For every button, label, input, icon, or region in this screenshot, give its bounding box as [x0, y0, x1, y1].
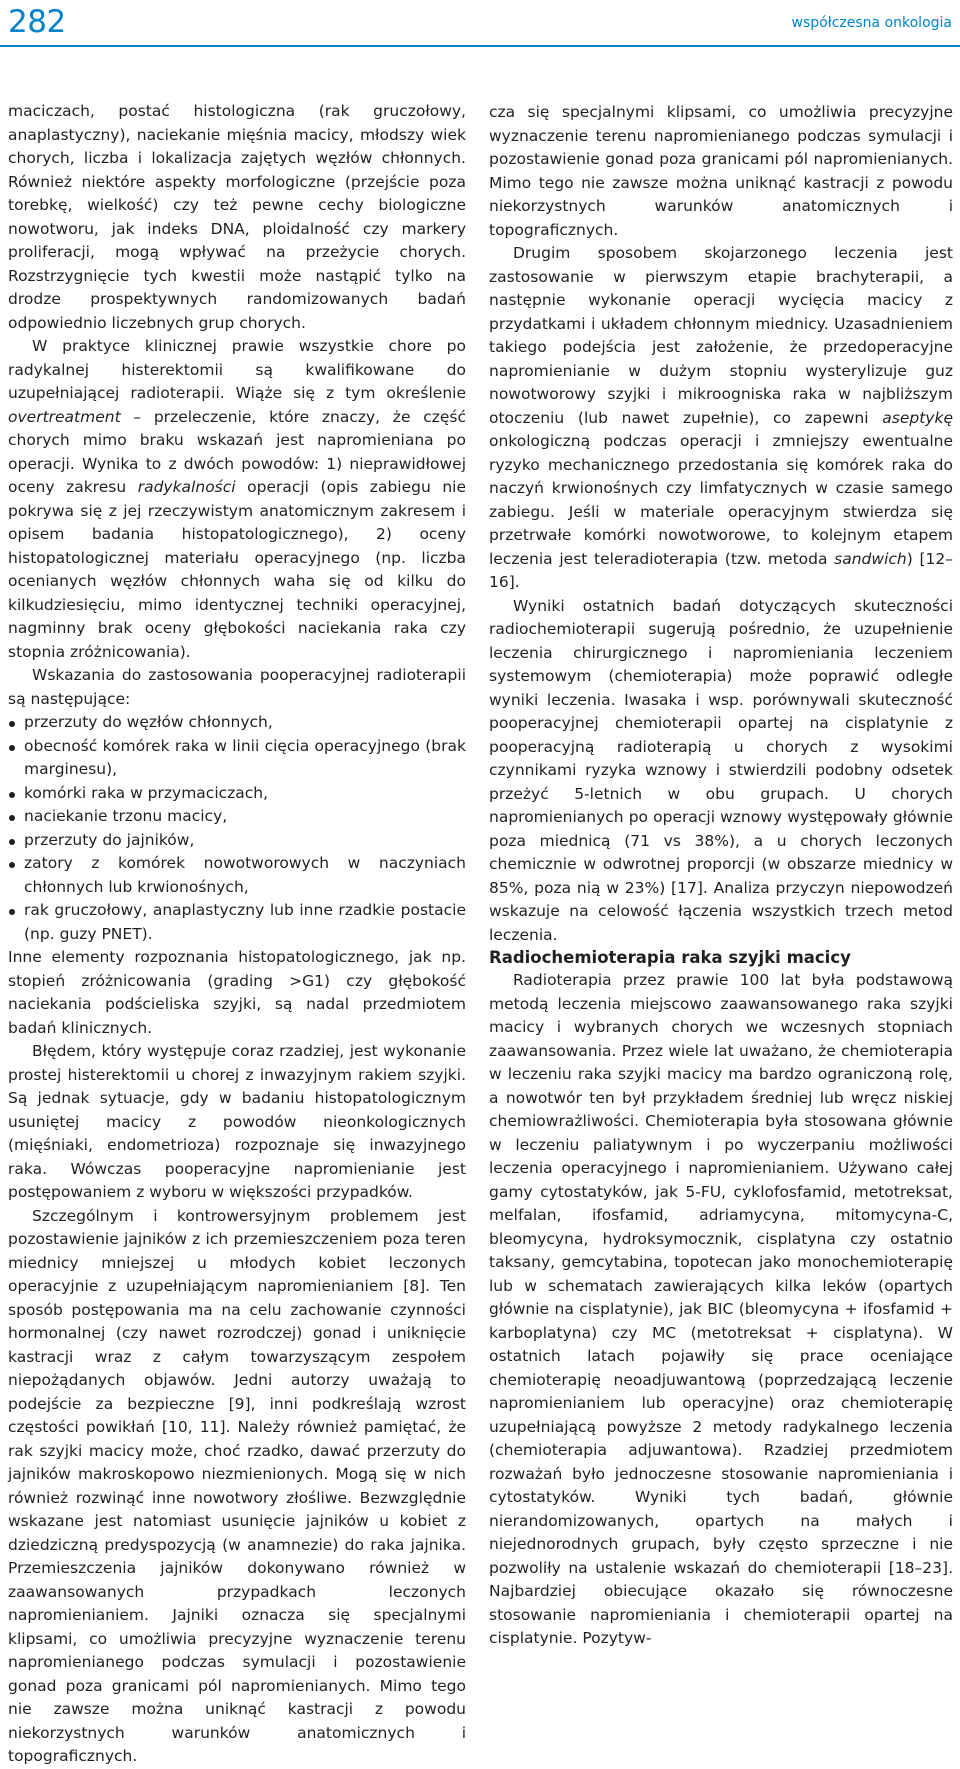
italic-term: sandwich	[834, 549, 907, 568]
paragraph-text: ) [12–16].	[489, 549, 953, 591]
paragraph-text: Drugim sposobem skojarzonego leczenia jest zastosowanie w pierwszym etapie brachyterapii, a następnie wykonanie operacji wycięcia macicy z przydatkami i układem chłonnym miednicy. Uzasadnieniem takiego podejścia jest założenie, że przedoperacyjne napromienianie w dużym stopniu wysterylizuje guz nowotworowy szyjki i mikroogniska raka w najbliższym otoczeniu (lub nawet zupełnie), co zapewni	[489, 244, 953, 427]
italic-term: overtreatment	[8, 407, 121, 426]
paragraph: Radioterapia przez prawie 100 lat była podstawową metodą leczenia miejscowo zaawansowanego raka szyjki macicy i wybranych chorych we wczesnych stopniach zaawansowania. Przez wiele lat uważano, że chemioterapia w leczeniu raka szyjki macicy ma bardzo ograniczoną rolę, a nowotwór ten był przykładem średniej lub wręcz niskiej chemiowrażliwości. Chemioterapia była stosowana głównie w leczeniu paliatywnym i po wyczerpaniu możliwości leczenia operacyjnego i napromienianiem. Używano całej gamy cytostatyków, jak 5-FU, cyklofosfamid, metotreksat, melfalan, ifosfamid, adriamycyna, mitomycyna-C, bleomycyna, hydroksymocznik, cisplatyna czy ostatnio taksany, gemcytabina, topotecan jako monochemioterapię lub w schematach zawierających kilka leków (opartych głównie na cisplatynie), jak BIC (bleomycyna + ifosfamid + karboplatyna) czy MC (metotreksat + cisplatyna). W ostatnich latach pojawiły się prace oceniające chemioterapię neoadjuwantową (poprzedzającą leczenie napromienianiem lub operacyjne) oraz chemioterapię uzupełniającą powyższe 2 metody radykalnego leczenia (chemioterapia adjuwantowa). Rzadziej przedmiotem rozważań było jednoczesne stosowanie napromieniania i cytostatyków. Wyniki tych badań, głównie nierandomizowanych, opartych na małych i niejednorodnych grupach, były często sprzeczne i nie pozwoliły na ustalenie wskazań do chemioterapii [18–23]. Najbardziej obiecujące okazało się równoczesne stosowanie napromieniania i chemioterapii opartej na cisplatynie. Pozytyw-	[489, 971, 953, 1647]
page-header	[0, 0, 960, 46]
paragraph: Szczególnym i kontrowersyjnym problemem jest pozostawienie jajników z ich przemieszczeniem poza teren miednicy mniejszej u młodych kobiet leczonych operacyjnie z uzupełniającym napromienianiem [8]. Ten sposób postępowania ma na celu zachowanie czynności hormonalnej (czy nawet rozrodczej) gonad i uniknięcie kastracji wraz z całym towarzyszącym zespołem niepożądanych objawów. Jedni autorzy uważają to podejście za bezpieczne [9], inni podkreślają wzrost częstości powikłań [10, 11]. Należy również pamiętać, że rak szyjki macicy może, choć rzadko, dawać przerzuty do jajników makroskopowo niezmienionych. Mogą się w nich również rozwinąć inne nowotwory złośliwe. Bezwzględnie wskazane jest natomiast usunięcie jajników u kobiet z dziedziczną predyspozycją (w anamnezie) do raka jajnika. Przemieszczenia jajników dokonywano również w zaawansowanych przypadkach leczonych napromienianiem. Jajniki oznacza się specjalnymi klipsami, co umożliwia precyzyjne wyznaczenie terenu napromienianego podczas symulacji i pozostawienie gonad poza granicami pól napromienianych. Mimo tego nie zawsze można uniknąć kastracji z powodu niekorzystnych warunków anatomicznych i topograficznych.	[8, 1206, 466, 1765]
paragraph: Błędem, który występuje coraz rzadziej, jest wykonanie prostej histerektomii u chorej z inwazyjnym rakiem szyjki. Są jednak sytuacje, gdy w badaniu histopatologicznym usuniętej macicy z powodów nieonkologicznych (mięśniaki, endometrioza) rozpoznaje się inwazyjnego raka. Wówczas pooperacyjne napromienianie jest postępowaniem z wyboru w większości przypadków.	[8, 1042, 466, 1201]
paragraph	[8, 335, 466, 664]
journal-name-part1: współczesna	[791, 15, 881, 31]
italic-term: radykalności	[137, 478, 236, 496]
list-item: zatory z komórek nowotworowych w naczyniach chłonnych lub krwionośnych,	[8, 852, 466, 899]
paragraph-text: operacji (opis zabiegu nie pokrywa się z jej rzeczywistym anatomicznym zakresem i opisem badania histopatologicznego), 2) oceny histopatologicznej materiału operacyjnego (np. liczba ocenianych węzłów chłonnych waha się od kilku do kilkudziesięciu, mimo identycznej techniki operacyjnej, nagminny brak oceny głębokości naciekania raka czy stopnia zróżnicowania).	[8, 478, 466, 661]
right-column	[489, 101, 953, 1647]
list-item: obecność komórek raka w linii cięcia operacyjnego (brak marginesu),	[8, 735, 466, 782]
paragraph: maciczach, postać histologiczna (rak gruczołowy, anaplastyczny), naciekanie mięśnia macicy, młodszy wiek chorych, liczba i lokalizacja zajętych węzłów chłonnych. Również niektóre aspekty morfologiczne (przejście poza torebkę, wielkość) czy też pewne cechy biologiczne nowotworu, jak indeks DNA, ploidalność czy markery proliferacji, mogą wpływać na przeżycie chorych. Rozstrzygnięcie tych kwestii może nastąpić tylko na drodze prospektywnych randomizowanych badań odpowiednio liczebnych grup chorych.	[8, 102, 466, 332]
section-heading: Radiochemioterapia raka szyjki macicy	[489, 948, 851, 967]
list-item: przerzuty do jajników,	[8, 829, 466, 853]
paragraph: Wyniki ostatnich badań dotyczących skuteczności radiochemioterapii sugerują pośrednio, że uzupełnienie leczenia chirurgicznego i napromieniania leczeniem systemowym (chemioterapia) może poprawić odległe wyniki leczenia. Iwasaka i wsp. porównywali skuteczność pooperacyjnej chemioterapii opartej na cisplatynie z pooperacyjną radioterapią u chorych z wysokimi czynnikami ryzyka wznowy i stwierdzili podobny odsetek przeżyć 5-letnich w obu grupach. U chorych napromienianych po operacji wznowy występowały głównie poza miednicą (71 vs 38%), a u chorych leczonych chemicznie w odwrotnej proporcji (w obszarze miednicy w 85%, poza nią w 23%) [17]. Analiza przyczyn niepowodzeń wskazuje na celowość łączenia wszystkich trzech metod leczenia.	[489, 596, 953, 944]
paragraph	[489, 242, 953, 595]
italic-term: aseptykę	[882, 408, 953, 427]
list-item: rak gruczołowy, anaplastyczny lub inne rzadkie postacie (np. guzy PNET).	[8, 899, 466, 946]
left-column	[8, 100, 466, 1765]
paragraph-text: onkologiczną podczas operacji i zmniejszy ewentualne ryzyko mechanicznego przedostania się komórek raka do naczyń krwionośnych czy limfatycznych w czasie samego zabiegu. Jeśli w materiale operacyjnym stwierdza się przetrwałe komórki nowotworowe, to kolejnym etapem leczenia jest teleradioterapia (tzw. metoda	[489, 432, 953, 568]
paragraph: Wskazania do zastosowania pooperacyjnej radioterapii są następujące:	[8, 666, 466, 708]
header-rule	[0, 45, 960, 47]
page-number: 282	[8, 4, 66, 40]
indications-list	[8, 711, 466, 946]
paragraph: cza się specjalnymi klipsami, co umożliwia precyzyjne wyznaczenie terenu napromienianego podczas symulacji i pozostawienie gonad poza granicami pól napromienianych. Mimo tego nie zawsze można uniknąć kastracji z powodu niekorzystnych warunków anatomicznych i topograficznych.	[489, 103, 953, 239]
paragraph-text: – przeleczenie, które znaczy, że część chorych mimo braku wskazań jest napromieniana po operacji. Wynika to z dwóch powodów: 1) nieprawidłowej oceny zakresu	[8, 407, 466, 496]
paragraph-text: W praktyce klinicznej prawie wszystkie chore po radykalnej histerektomii są kwalifikowane do uzupełniającej radioterapii. Wiąże się z tym określenie	[8, 337, 466, 402]
journal-name-part2: onkologia	[884, 15, 952, 31]
list-item: naciekanie trzonu macicy,	[8, 805, 466, 829]
list-item: przerzuty do węzłów chłonnych,	[8, 711, 466, 735]
journal-name	[792, 14, 952, 32]
paragraph: Inne elementy rozpoznania histopatologicznego, jak np. stopień zróżnicowania (grading >G1) czy głębokość naciekania podścieliska szyjki, są nadal przedmiotem badań klinicznych.	[8, 948, 466, 1037]
list-item: komórki raka w przymaciczach,	[8, 782, 466, 806]
